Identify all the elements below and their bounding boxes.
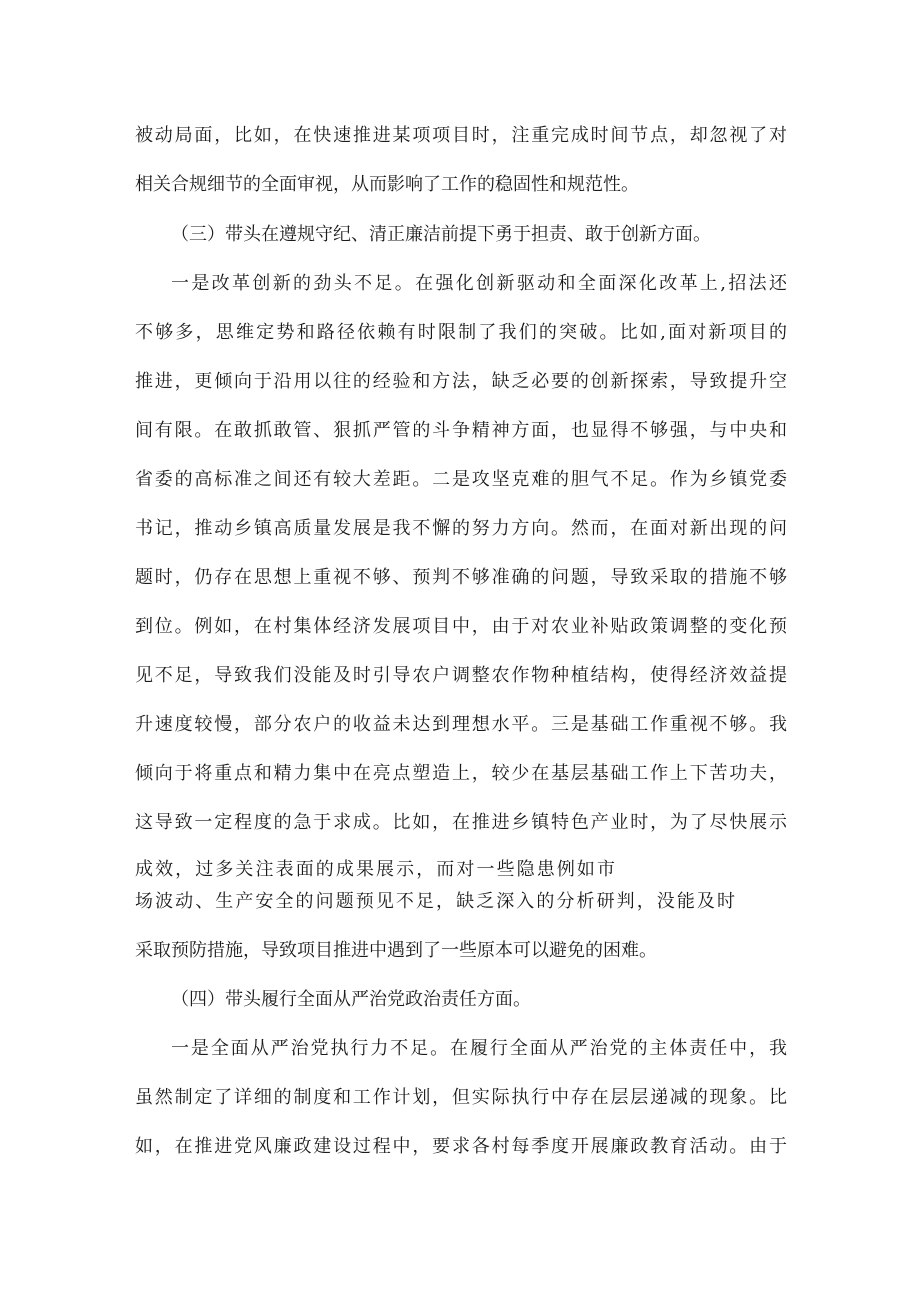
paragraph-line: 成效，过多关注表面的成果展示，而对一些隐患例如市 [135, 859, 615, 880]
paragraph-line: 这导致一定程度的急于求成。比如，在推进乡镇特色产业时，为了尽快展示 [135, 812, 787, 833]
paragraph-line: 间有限。在敢抓敢管、狠抓严管的斗争精神方面，也显得不够强，与中央和 [135, 420, 787, 441]
section-heading: （三）带头在遵规守纪、清正廉洁前提下勇于担责、敢于创新方面。 [171, 224, 711, 245]
paragraph-line: 推进，更倾向于沿用以往的经验和方法，缺乏必要的创新探索，导致提升空 [135, 371, 787, 392]
paragraph-line: 书记，推动乡镇高质量发展是我不懈的努力方向。然而，在面对新出现的问 [135, 518, 787, 539]
paragraph-line: 倾向于将重点和精力集中在亮点塑造上，较少在基层基础工作上下苦功夫， [135, 763, 787, 784]
section-heading: （四）带头履行全面从严治党政治责任方面。 [171, 989, 531, 1010]
paragraph-line: 省委的高标准之间还有较大差距。二是攻坚克难的胆气不足。作为乡镇党委 [135, 469, 787, 490]
paragraph-line: 到位。例如，在村集体经济发展项目中，由于对农业补贴政策调整的变化预 [135, 616, 787, 637]
paragraph-line: 被动局面，比如，在快速推进某项项目时，注重完成时间节点，却忽视了对 [135, 125, 787, 146]
paragraph-line: 相关合规细节的全面审视，从而影响了工作的稳固性和规范性。 [135, 174, 639, 195]
paragraph-line: 题时，仍存在思想上重视不够、预判不够准确的问题，导致采取的措施不够 [135, 567, 787, 588]
paragraph-line: 场波动、生产安全的问题预见不足，缺乏深入的分析研判，没能及时 [135, 891, 735, 912]
paragraph-line: 不够多，思维定势和路径依赖有时限制了我们的突破。比如,面对新项目的 [135, 322, 787, 343]
paragraph-line: 采取预防措施，导致项目推进中遇到了一些原本可以避免的困难。 [135, 940, 657, 961]
paragraph-line: 一是改革创新的劲头不足。在强化创新驱动和全面深化改革上,招法还 [171, 273, 787, 294]
paragraph-line: 虽然制定了详细的制度和工作计划，但实际执行中存在层层递减的现象。比 [135, 1087, 787, 1108]
paragraph-line: 一是全面从严治党执行力不足。在履行全面从严治党的主体责任中，我 [171, 1038, 787, 1059]
paragraph-line: 升速度较慢，部分农户的收益未达到理想水平。三是基础工作重视不够。我 [135, 714, 787, 735]
paragraph-line: 见不足，导致我们没能及时引导农户调整农作物种植结构，使得经济效益提 [135, 665, 787, 686]
paragraph-line: 如，在推进党风廉政建设过程中，要求各村每季度开展廉政教育活动。由于 [135, 1136, 787, 1157]
